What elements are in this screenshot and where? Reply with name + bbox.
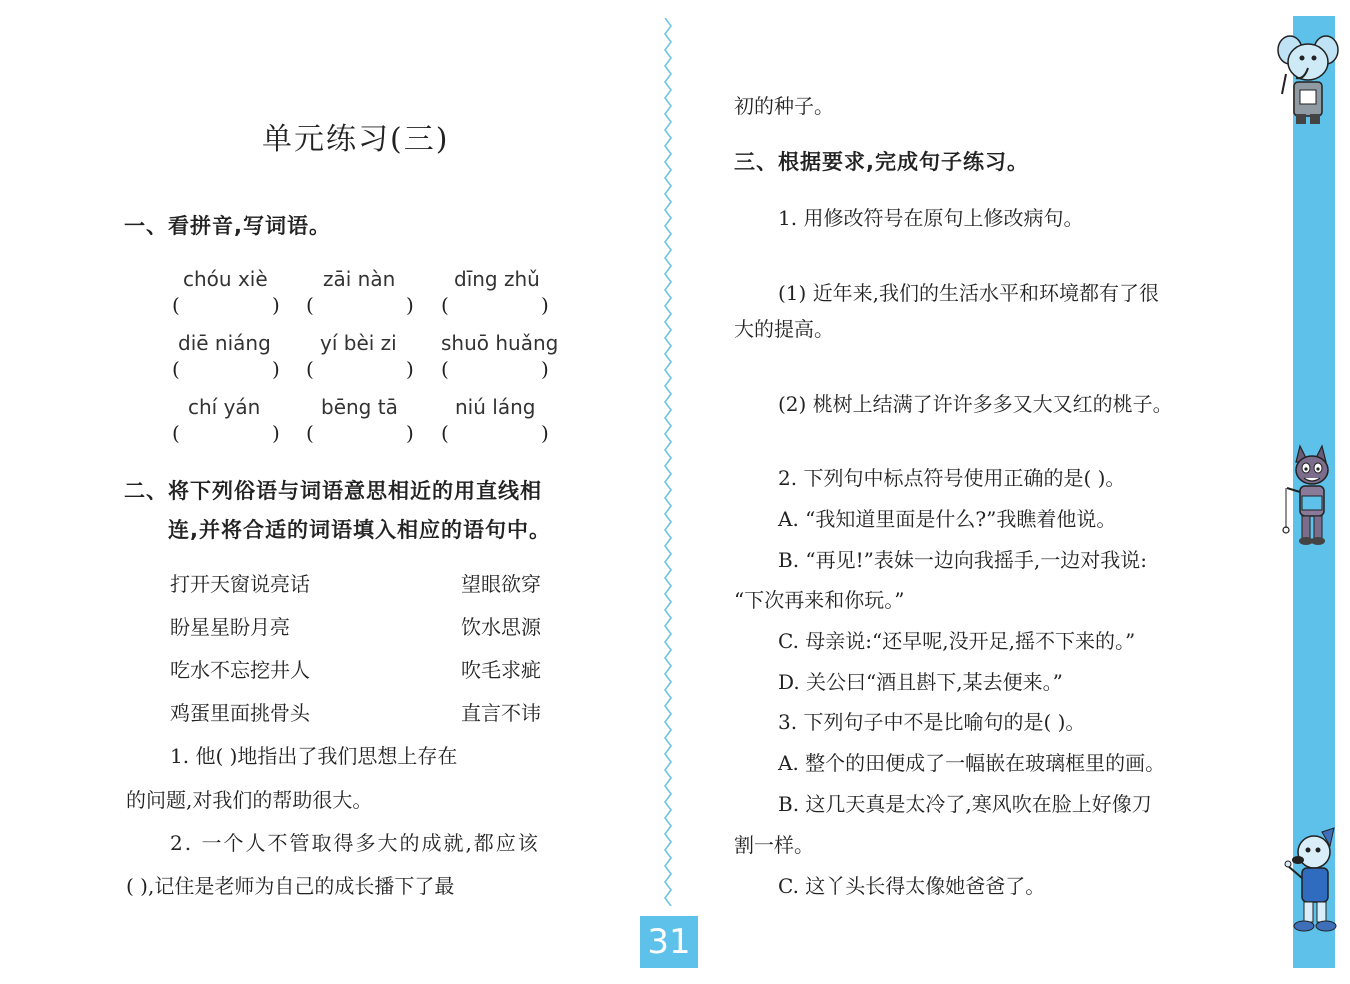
answer-blank-close: )	[406, 293, 414, 317]
word-item[interactable]: 望眼欲穿	[461, 572, 541, 596]
fill-sentence: 的问题,对我们的帮助很大。	[126, 788, 373, 812]
pinyin-item: shuō huǎng	[441, 331, 559, 355]
page-divider	[662, 18, 674, 906]
answer-blank-close: )	[541, 421, 549, 445]
pinyin-item: chí yán	[188, 395, 261, 419]
option-text[interactable]: C. 母亲说:“还早呢,没开足,摇不下来的。”	[778, 629, 1136, 653]
answer-blank-open[interactable]: (	[441, 293, 449, 317]
option-text: 割一样。	[734, 833, 814, 857]
answer-blank-close: )	[272, 421, 280, 445]
question-text: 1. 用修改符号在原句上修改病句。	[778, 206, 1084, 230]
answer-blank-open[interactable]: (	[306, 357, 314, 381]
pinyin-item: bēng tā	[321, 395, 398, 419]
continued-text: 初的种子。	[734, 94, 834, 118]
answer-blank-open[interactable]: (	[172, 357, 180, 381]
question-text: 大的提高。	[734, 317, 834, 341]
elephant-mascot-icon	[1268, 28, 1340, 128]
answer-blank-open[interactable]: (	[441, 421, 449, 445]
word-item[interactable]: 吹毛求疵	[461, 658, 541, 682]
proverb-item[interactable]: 盼星星盼月亮	[170, 615, 290, 639]
fill-sentence: 1. 他( )地指出了我们思想上存在	[170, 744, 458, 768]
page-number: 31	[640, 916, 698, 968]
section3-heading: 三、根据要求,完成句子练习。	[734, 150, 1029, 174]
option-text[interactable]: C. 这丫头长得太像她爸爸了。	[778, 874, 1046, 898]
pinyin-item: diē niáng	[178, 331, 271, 355]
option-text[interactable]: B. “再见!”表妹一边向我摇手,一边对我说:	[778, 548, 1147, 572]
answer-blank-open[interactable]: (	[306, 293, 314, 317]
word-item[interactable]: 饮水思源	[461, 615, 541, 639]
pinyin-item: zāi nàn	[323, 267, 396, 291]
section1-heading: 一、看拼音,写词语。	[124, 214, 331, 238]
question-text: (2) 桃树上结满了许许多多又大又红的桃子。	[778, 392, 1173, 416]
pinyin-item: niú láng	[455, 395, 536, 419]
section2-heading-line2: 连,并将合适的词语填入相应的语句中。	[168, 518, 551, 542]
fill-sentence: ( ),记住是老师为自己的成长播下了最	[126, 874, 455, 898]
page-title: 单元练习(三)	[262, 122, 450, 157]
option-text[interactable]: A. 整个的田便成了一幅嵌在玻璃框里的画。	[778, 751, 1166, 775]
dog-mascot-icon	[1276, 826, 1342, 936]
fill-sentence: 2. 一个人不管取得多大的成就,都应该	[170, 831, 540, 855]
question-text: 3. 下列句子中不是比喻句的是( )。	[778, 710, 1086, 734]
option-text[interactable]: D. 关公曰“酒且斟下,某去便来。”	[778, 670, 1063, 694]
answer-blank-close: )	[541, 293, 549, 317]
answer-blank-close: )	[272, 357, 280, 381]
answer-blank-open[interactable]: (	[306, 421, 314, 445]
answer-blank-open[interactable]: (	[172, 293, 180, 317]
wolf-mascot-icon	[1278, 440, 1344, 550]
answer-blank-open[interactable]: (	[172, 421, 180, 445]
proverb-item[interactable]: 打开天窗说亮话	[170, 572, 310, 596]
question-text: (1) 近年来,我们的生活水平和环境都有了很	[778, 281, 1160, 305]
option-text: “下次再来和你玩。”	[734, 588, 905, 612]
section2-heading-line1: 二、将下列俗语与词语意思相近的用直线相	[124, 479, 542, 503]
pinyin-item: dīng zhǔ	[454, 267, 540, 291]
option-text[interactable]: B. 这几天真是太冷了,寒风吹在脸上好像刀	[778, 792, 1152, 816]
answer-blank-close: )	[272, 293, 280, 317]
pinyin-item: chóu xiè	[183, 267, 268, 291]
answer-blank-close: )	[541, 357, 549, 381]
proverb-item[interactable]: 鸡蛋里面挑骨头	[170, 701, 310, 725]
answer-blank-open[interactable]: (	[441, 357, 449, 381]
word-item[interactable]: 直言不讳	[461, 701, 541, 725]
answer-blank-close: )	[406, 421, 414, 445]
question-text: 2. 下列句中标点符号使用正确的是( )。	[778, 466, 1126, 490]
pinyin-item: yí bèi zi	[320, 331, 397, 355]
option-text[interactable]: A. “我知道里面是什么?”我瞧着他说。	[778, 507, 1117, 531]
answer-blank-close: )	[406, 357, 414, 381]
proverb-item[interactable]: 吃水不忘挖井人	[170, 658, 310, 682]
